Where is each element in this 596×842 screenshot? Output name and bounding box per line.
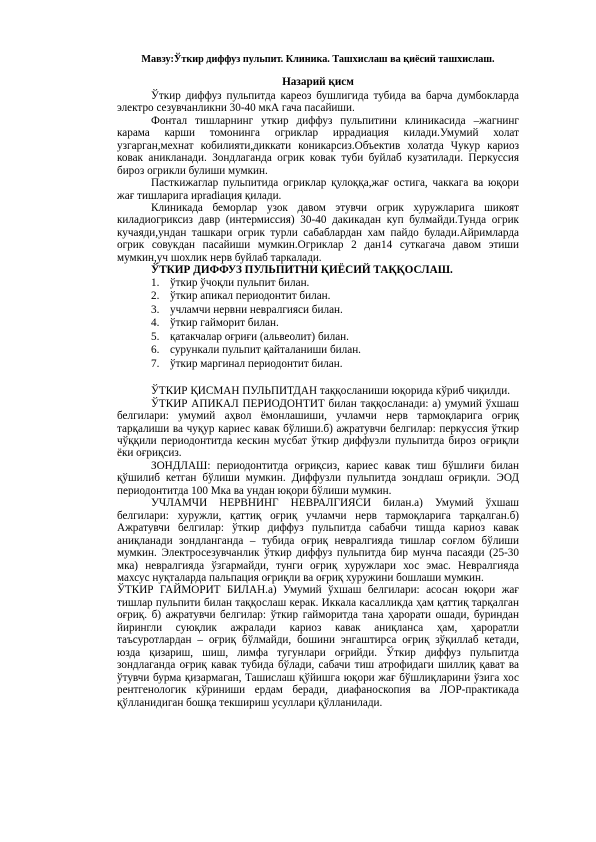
- paragraph: Фонтал тишларнинг уткир диффуз пульпитини клиникасида –жагнинг карама карши томонинга огриклар иррадиация килади.Умумий холат узгарган,мехнат кобилияти,диккати коникарсиз.Объектив холатда Чукур кариоз ковак аникланади. Зондлаганда огрик ковак туби буйлаб кузатилади. Перкуссия бироз огрикли булиши мумкин.: [117, 114, 519, 177]
- paragraph: ЎТКИР АПИКАЛ ПЕРИОДОНТИТ билан таққосланади: а) умумий ўхшаш белгилари: умумий аҳвол ёмонлашиши, учламчи нерв тармоқларига оғриқ тарқалиши ва чуқур кариес кавак бўлиши.б) ажратувчи белгилар: перкуссия ўткир чўққили периодонтитда кескин мусбат ўткир диффузли пульпитда бироз оғриқли ёки оғриқсиз.: [117, 397, 519, 460]
- list-number: 2.: [151, 290, 160, 303]
- list-item: [117, 317, 519, 331]
- list-item: [117, 358, 519, 372]
- paragraph: Пасткижаглар пульпитида огриклар қулоққа,жағ остига, чаккага ва юқори жағ тишларига ирradiация қилади.: [117, 177, 519, 202]
- list-text: ўткир ўчоқли пульпит билан.: [170, 276, 310, 289]
- list-number: 5.: [151, 330, 160, 343]
- list-text: қатакчалар оғриғи (альвеолит) билан.: [170, 330, 349, 343]
- list-text: ўткир маргинал периодонтит билан.: [170, 357, 343, 370]
- list-item: [117, 290, 519, 304]
- doc-title: Мавзу:Ўткир диффуз пульпит. Клиника. Ташхислаш ва қиёсий ташхислаш.: [141, 54, 495, 65]
- paragraph: ЗОНДЛАШ: периодонтитда оғриқсиз, кариес кавак тиш бўшлиғи билан қўшилиб кетган бўлиши мумкин. Диффузли пульпитда зондлаш оғриқли. ЭОД периодонтитда 100 Мка ва ундан юқори бўлиши мумкин.: [117, 459, 519, 497]
- list-text: учламчи нервни невралгияси билан.: [170, 303, 343, 316]
- paragraph: УЧЛАМЧИ НЕРВНИНГ НЕВРАЛГИЯСИ билан.а) Умумий ўхшаш белгилари: хуружли, қаттиқ оғриқ учламчи нерв тармоқларига тарқалган.б) Ажратувчи белгилар: ўткир диффуз пульпитда сабабчи тишда кариоз кавак аниқланади зондланганда – тубида оғриқ невралгияда тишлар соғлом бўлиши мумкин. Электросезувчанлик ўткир диффуз пульпитда бир мунча пасаяди (25-30 мка) невралгияда ўзгармайди, тунги оғриқ хуружлари хос эмас. Невралгияда махсус нуқталарда пальпация оғриқли ва оғриқ хуружини бошлаши мумкин.: [117, 497, 519, 584]
- paragraph: Ўткир диффуз пульпитда кареоз бушлигида тубида ва барча думбокларда электро сезувчанликни 30-40 мкА гача пасайиши.: [117, 89, 519, 115]
- list-number: 7.: [151, 357, 160, 370]
- diff-heading: ЎТКИР ДИФФУЗ ПУЛЬПИТНИ ҚИЁСИЙ ТАҚҚОСЛАШ.: [151, 264, 453, 277]
- theory-heading: Назарий қисм: [282, 76, 354, 89]
- diff-list: [117, 277, 519, 372]
- list-text: сурункали пульпит қайталаниши билан.: [170, 344, 361, 357]
- list-number: 4.: [151, 317, 160, 330]
- list-item: [117, 304, 519, 318]
- paragraph: ЎТКИР ГАЙМОРИТ БИЛАН.а) Умумий ўхшаш белгилари: асосан юқори жағ тишлар пульпити билан таққослаш керак. Иккала касалликда ҳам қаттиқ тарқалган оғриқ. б) ажратувчи белгилар: ўткир гайморитда тана ҳарорати ошади, буриндан йирингли суюқлик ажралади кариоз кавак аниқланса ҳам, ҳароратли таъсуротлардан – оғриқ бўлмайди, бошини энгаштирса оғриқ зўқиллаб кетади, юзда қизариш, шиш, лимфа тугунлари оғрийди. Ўткир диффуз пульпитда зондлаганда оғриқ кавак тубида бўлади, сабачи тиш атрофидаги шиллиқ қават ва ўтувчи бурма қизармаган, Ташислаш қўйишга юқори жағ бўшлиқларини ўзига хос рентгенологик кўриниши ердам беради, диафаноскопия ва ЛОР-практикада қўлланидиган бошқа текшириш усуллари қўлланилади.: [117, 584, 519, 709]
- paragraph: ЎТКИР ҚИСМАН ПУЛЬПИТДАН таққосланиши юқорида кўриб чиқилди.: [151, 385, 511, 398]
- list-number: 1.: [151, 276, 160, 289]
- list-item: [117, 331, 519, 345]
- paragraph: Клиникада беморлар узок давом этувчи огрик хуружларига шикоят киладиогриксиз давр (интермиссия) 30-40 дакикадан куп булмайди.Тунда огрик кучаяди,ундан ташкари огрик турли сабаблардан хам пайдо булади.Айримларда огрик совукдан пасайиши мумкин.Огриклар 2 дан14 суткагача давом этиши мумкин,уч шохлик нерв буйлаб таркалади.: [117, 201, 519, 264]
- list-number: 6.: [151, 344, 160, 357]
- list-item: [117, 344, 519, 358]
- list-text: ўткир гайморит билан.: [170, 317, 279, 330]
- list-item: [117, 277, 519, 291]
- spacer: [117, 371, 519, 385]
- list-text: ўткир апикал периодонтит билан.: [170, 290, 331, 303]
- list-number: 3.: [151, 303, 160, 316]
